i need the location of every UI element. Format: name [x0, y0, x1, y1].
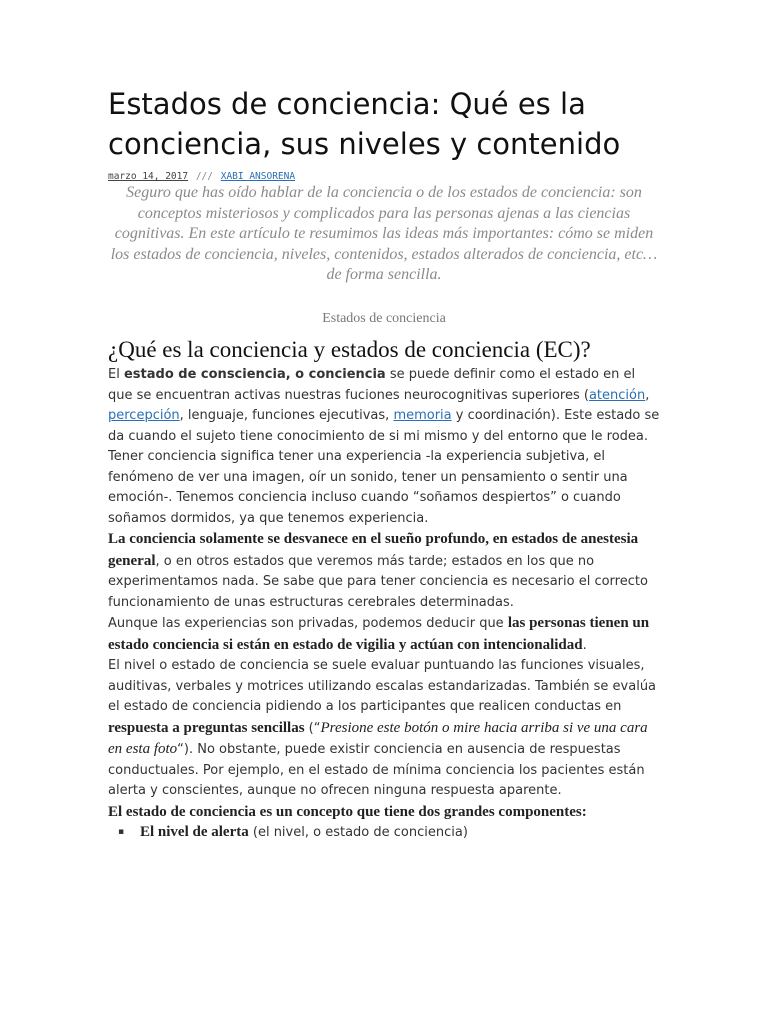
meta-separator: /// — [195, 171, 213, 182]
link-memoria[interactable]: memoria — [393, 408, 452, 423]
author-link[interactable]: XABI ANSORENA — [220, 171, 296, 182]
text-run: (“ — [304, 720, 321, 736]
article-body — [108, 365, 660, 844]
list-item — [108, 822, 660, 844]
list-item-text: (el nivel, o estado de conciencia) — [248, 825, 468, 840]
article-title: Estados de conciencia: Qué es la conciencia, sus niveles y contenido — [108, 87, 621, 161]
text-run: , o en otros estados que veremos más tarde; estados en los que no experimentamos nada. Se sabe que para tener conciencia es necesario el correcto funcionamiento de unas estructuras cerebrales determinadas. — [108, 553, 648, 610]
text-run: , — [645, 387, 650, 403]
paragraph-evaluation — [108, 656, 660, 802]
paragraph-experience: Tener conciencia significa tener una experiencia -la experiencia subjetiva, el fenómeno de ver una imagen, oír un sonido, tener un pensamiento o sentir una emoción-. Tenemos conciencia incluso cuando “soñamos despiertos” o cuando soñamos dormidos, ya que tenemos experiencia. — [108, 449, 628, 526]
text-run: , lenguaje, funciones ejecutivas, — [179, 408, 394, 423]
paragraph-private-experience — [108, 613, 660, 656]
post-date[interactable]: marzo 14, 2017 — [108, 171, 189, 182]
article-intro: Seguro que has oído hablar de la conciencia o de los estados de conciencia: son conceptos misteriosos y complicados para las personas ajenas a las ciencias cognitivas. En este artículo te resumimos las ideas más importantes: cómo se miden los estados de conciencia, niveles, contenidos, estados alterados de conciencia, etc… de forma sencilla. — [110, 184, 658, 283]
bullet-icon: ▪ — [118, 827, 125, 837]
text-run: y coordinación). Este estado se da cuando el sujeto tiene conocimiento de si mi mismo y del entorno que le rodea. — [108, 408, 660, 444]
bold-statement: las personas tienen un estado conciencia si están en estado de vigilia y actúan con intencionalidad — [108, 615, 650, 653]
text-run: Aunque las experiencias son privadas, podemos deducir que — [108, 616, 508, 631]
list-item-bold: El nivel de alerta — [140, 824, 249, 840]
italic-quote: Presione este botón o mire hacia arriba si ve una cara en esta foto — [108, 719, 648, 757]
bold-statement: respuesta a preguntas sencillas — [108, 719, 305, 736]
components-list — [108, 822, 660, 844]
link-percepcion[interactable]: percepción — [108, 408, 180, 423]
link-atencion[interactable]: atención — [588, 387, 646, 403]
bold-statement: La conciencia solamente se desvanece en el sueño profundo, en estados de anestesia general — [108, 531, 639, 569]
article-meta — [108, 171, 295, 182]
paragraph-deep-sleep — [108, 529, 660, 613]
section-heading: ¿Qué es la conciencia y estados de conciencia (EC)? — [108, 337, 591, 362]
image-caption: Estados de conciencia — [322, 311, 446, 326]
text-run: se puede definir como el estado en el que se encuentran activas nuestras fuciones neurocognitivas superiores ( — [108, 367, 636, 403]
text-run: El nivel o estado de conciencia se suele evaluar puntuando las funciones visuales, auditivas, verbales y motrices utilizando escalas estandarizadas. También se evalúa el estado de conciencia pidiendo a los participantes que realicen conductas en — [108, 658, 657, 714]
text-run: . — [582, 637, 587, 653]
paragraph-components: El estado de conciencia es un concepto que tiene dos grandes componentes: — [108, 803, 587, 820]
text-run: El — [108, 367, 124, 382]
paragraph-definition — [108, 365, 660, 447]
bold-term: estado de consciencia, o conciencia — [123, 367, 386, 382]
text-run: “). No obstante, puede existir conciencia en ausencia de respuestas conductuales. Por ejemplo, en el estado de mínima conciencia los pacientes están alerta y conscientes, aunque no ofrecen ninguna respuesta aparente. — [108, 742, 645, 798]
